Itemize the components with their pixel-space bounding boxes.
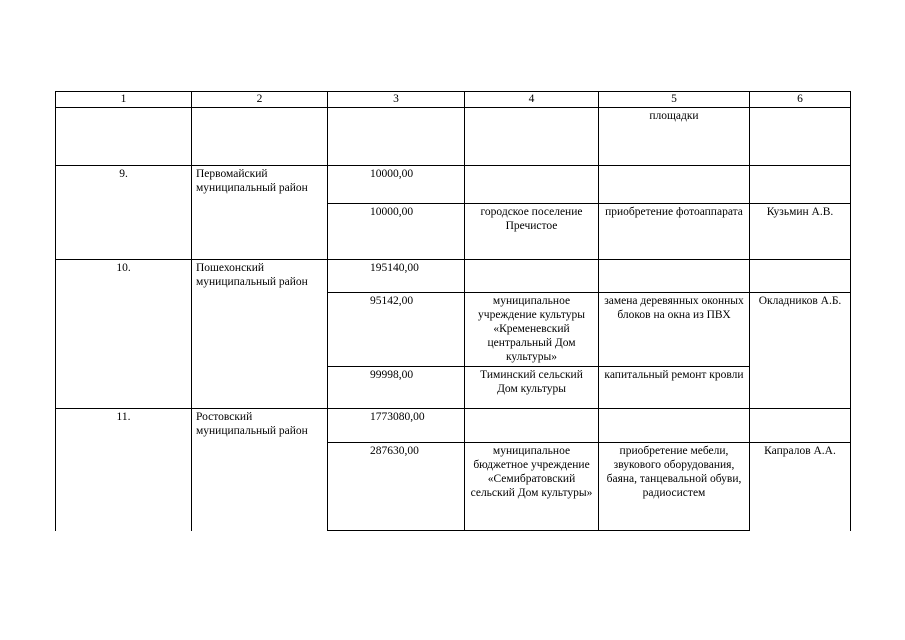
district-name: Пошехонский муниципальный район — [192, 260, 328, 409]
subrow-purpose: приобретение мебели, звукового оборудования, баяна, танцевальной обуви, радиосистем — [599, 443, 750, 531]
column-number-1: 1 — [56, 92, 192, 108]
subrow-amount: 99998,00 — [328, 367, 465, 409]
subrow-person: Окладников А.Б. — [750, 293, 851, 409]
table-row-district-10 — [56, 260, 851, 293]
continued-purpose-cell: площадки — [599, 108, 750, 166]
table-row-district-9 — [56, 166, 851, 204]
row-number: 9. — [56, 166, 192, 260]
district-total: 1773080,00 — [328, 409, 465, 443]
column-number-2: 2 — [192, 92, 328, 108]
subrow-person: Капралов А.А. — [750, 443, 851, 531]
row-number: 11. — [56, 409, 192, 531]
continued-district-cell — [192, 108, 328, 166]
continued-row — [56, 108, 851, 166]
column-number-3: 3 — [328, 92, 465, 108]
subrow-recipient: Тиминский сельский Дом культуры — [465, 367, 599, 409]
column-number-row — [56, 92, 851, 108]
subrow-amount: 95142,00 — [328, 293, 465, 367]
empty-cell — [465, 166, 599, 204]
empty-cell — [465, 409, 599, 443]
district-total: 195140,00 — [328, 260, 465, 293]
continued-person-cell — [750, 108, 851, 166]
subrow-person: Кузьмин А.В. — [750, 204, 851, 260]
continued-recipient-cell — [465, 108, 599, 166]
district-name: Ростовский муниципальный район — [192, 409, 328, 531]
empty-cell — [599, 260, 750, 293]
table-row-district-11 — [56, 409, 851, 443]
empty-cell — [465, 260, 599, 293]
empty-cell — [750, 260, 851, 293]
district-total: 10000,00 — [328, 166, 465, 204]
subrow-recipient: муниципальное учреждение культуры «Кременевский центральный Дом культуры» — [465, 293, 599, 367]
row-number: 10. — [56, 260, 192, 409]
column-number-6: 6 — [750, 92, 851, 108]
empty-cell — [750, 409, 851, 443]
subrow-amount: 287630,00 — [328, 443, 465, 531]
subrow-purpose: замена деревянных оконных блоков на окна из ПВХ — [599, 293, 750, 367]
column-number-5: 5 — [599, 92, 750, 108]
column-number-4: 4 — [465, 92, 599, 108]
continued-amount-cell — [328, 108, 465, 166]
subrow-recipient: муниципальное бюджетное учреждение «Семибратовский сельский Дом культуры» — [465, 443, 599, 531]
subrow-purpose: капитальный ремонт кровли — [599, 367, 750, 409]
funding-table — [55, 91, 851, 531]
subrow-purpose: приобретение фотоаппарата — [599, 204, 750, 260]
empty-cell — [750, 166, 851, 204]
empty-cell — [599, 409, 750, 443]
subrow-recipient: городское поселение Пречистое — [465, 204, 599, 260]
empty-cell — [599, 166, 750, 204]
continued-number-cell — [56, 108, 192, 166]
district-name: Первомайский муниципальный район — [192, 166, 328, 260]
subrow-amount: 10000,00 — [328, 204, 465, 260]
